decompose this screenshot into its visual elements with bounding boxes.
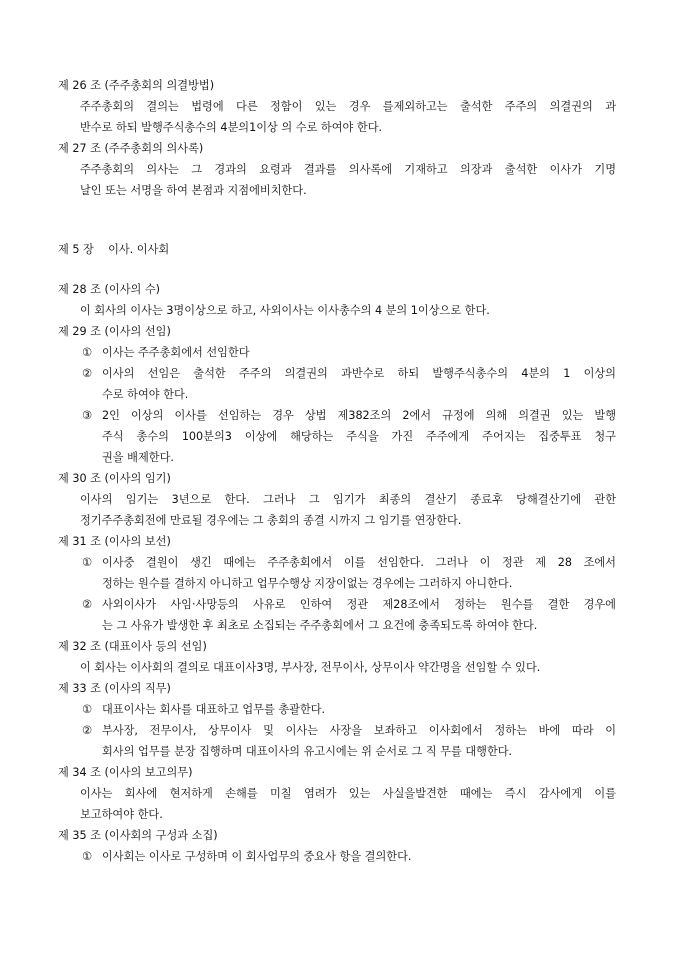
article-35-title: 제 35 조 (이사회의 구성과 소집)	[58, 829, 218, 842]
article-31-item-1: 정하는 원수를 결하지 아니하고 업무수행상 지장이없는 경우에는 그러하지 아니한다.	[102, 577, 513, 590]
article-27-body: 주주총회의 의사는 그 경과의 요령과 결과를 의사록에 기재하고 의장과 출석한 이사가 기명	[80, 163, 616, 176]
item-marker: ②	[81, 724, 93, 737]
article-30-body: 이사의 임기는 3년으로 한다. 그러나 그 임기가 최종의 결산기 종료후 당해결산기에 관한	[80, 493, 616, 506]
article-28-title: 제 28 조 (이사의 수)	[58, 283, 161, 296]
article-32-body: 이 회사는 이사회의 결의로 대표이사3명, 부사장, 전무이사, 상무이사 약간명을 선임할 수 있다.	[80, 661, 541, 674]
article-30-title: 제 30 조 (이사의 임기)	[58, 472, 171, 485]
article-31-title: 제 31 조 (이사의 보선)	[58, 535, 171, 548]
chapter-5-title: 제 5 장 이사. 이사회	[58, 243, 170, 256]
article-29-item-3: 주식 총수의 100분의3 이상에 해당하는 주식을 가진 주주에게 주어지는 집중투표 청구	[102, 430, 616, 443]
article-34-body: 이사는 회사에 현저하게 손해를 미칠 염려가 있는 사실을발견한 때에는 즉시 감사에게 이를	[80, 787, 616, 800]
article-31-item-2: 는 그 사유가 발생한 후 최초로 소집되는 주주총회에서 그 요건에 충족되도록 하여야 한다.	[102, 619, 538, 632]
article-27-body: 날인 또는 서명을 하여 본점과 지점에비치한다.	[80, 184, 307, 197]
article-29-item-3: 권을 배제한다.	[102, 451, 174, 464]
item-marker: ①	[81, 703, 93, 716]
article-26-title: 제 26 조 (주주총회의 의결방법)	[58, 79, 215, 92]
item-marker: ①	[81, 346, 93, 359]
article-29-item-2: 이사의 선임은 출석한 주주의 의결권의 과반수로 하되 발행주식총수의 4분의 1 이상의	[102, 367, 616, 380]
item-marker: ①	[81, 850, 93, 863]
article-29-title: 제 29 조 (이사의 선임)	[58, 325, 171, 338]
article-26-body: 주주총회의 결의는 법령에 다른 정함이 있는 경우 를제외하고는 출석한 주주의 의결권의 과	[80, 100, 616, 113]
article-33-item-2: 부사장, 전무이사, 상무이사 및 이사는 사장을 보좌하고 이사회에서 정하는 바에 따라 이	[102, 724, 616, 737]
article-30-body: 정기주주총회전에 만료될 경우에는 그 총회의 종결 시까지 그 임기를 연장한다.	[80, 514, 462, 527]
article-35-item-1: 이사회는 이사로 구성하며 이 회사업무의 중요사 항을 결의한다.	[102, 850, 412, 863]
article-33-item-1: 대표이사는 회사를 대표하고 업무를 총괄한다.	[102, 703, 326, 716]
item-marker: ②	[81, 367, 93, 380]
article-29-item-2: 수로 하여야 한다.	[102, 388, 189, 401]
item-marker: ③	[81, 409, 93, 422]
article-32-title: 제 32 조 (대표이사 등의 선임)	[58, 640, 207, 653]
article-29-item-3: 2인 이상의 이사를 선임하는 경우 상법 제382조의 2에서 규정에 의해 의결권 있는 발행	[102, 409, 616, 422]
article-33-title: 제 33 조 (이사의 직무)	[58, 682, 171, 695]
article-26-body: 반수로 하되 발행주식총수의 4분의1이상 의 수로 하여야 한다.	[80, 121, 383, 134]
article-34-title: 제 34 조 (이사의 보고의무)	[58, 766, 193, 779]
article-33-item-2: 회사의 업무를 분장 집행하며 대표이사의 유고시에는 위 순서로 그 직 무를 대행한다.	[102, 745, 513, 758]
article-31-item-2: 사외이사가 사임·사망등의 사유로 인하여 정관 제28조에서 정하는 원수를 결한 경우에	[102, 598, 616, 611]
article-31-item-1: 이사중 결원이 생긴 때에는 주주총회에서 이를 선임한다. 그러나 이 정관 제 28 조에서	[102, 556, 616, 569]
article-28-body: 이 회사의 이사는 3명이상으로 하고, 사외이사는 이사총수의 4 분의 1이상으로 한다.	[80, 304, 490, 317]
item-marker: ②	[81, 598, 93, 611]
item-marker: ①	[81, 556, 93, 569]
article-27-title: 제 27 조 (주주총회의 의사록)	[58, 142, 204, 155]
article-34-body: 보고하여야 한다.	[80, 808, 163, 821]
article-29-item-1: 이사는 주주총회에서 선임한다	[102, 346, 250, 359]
